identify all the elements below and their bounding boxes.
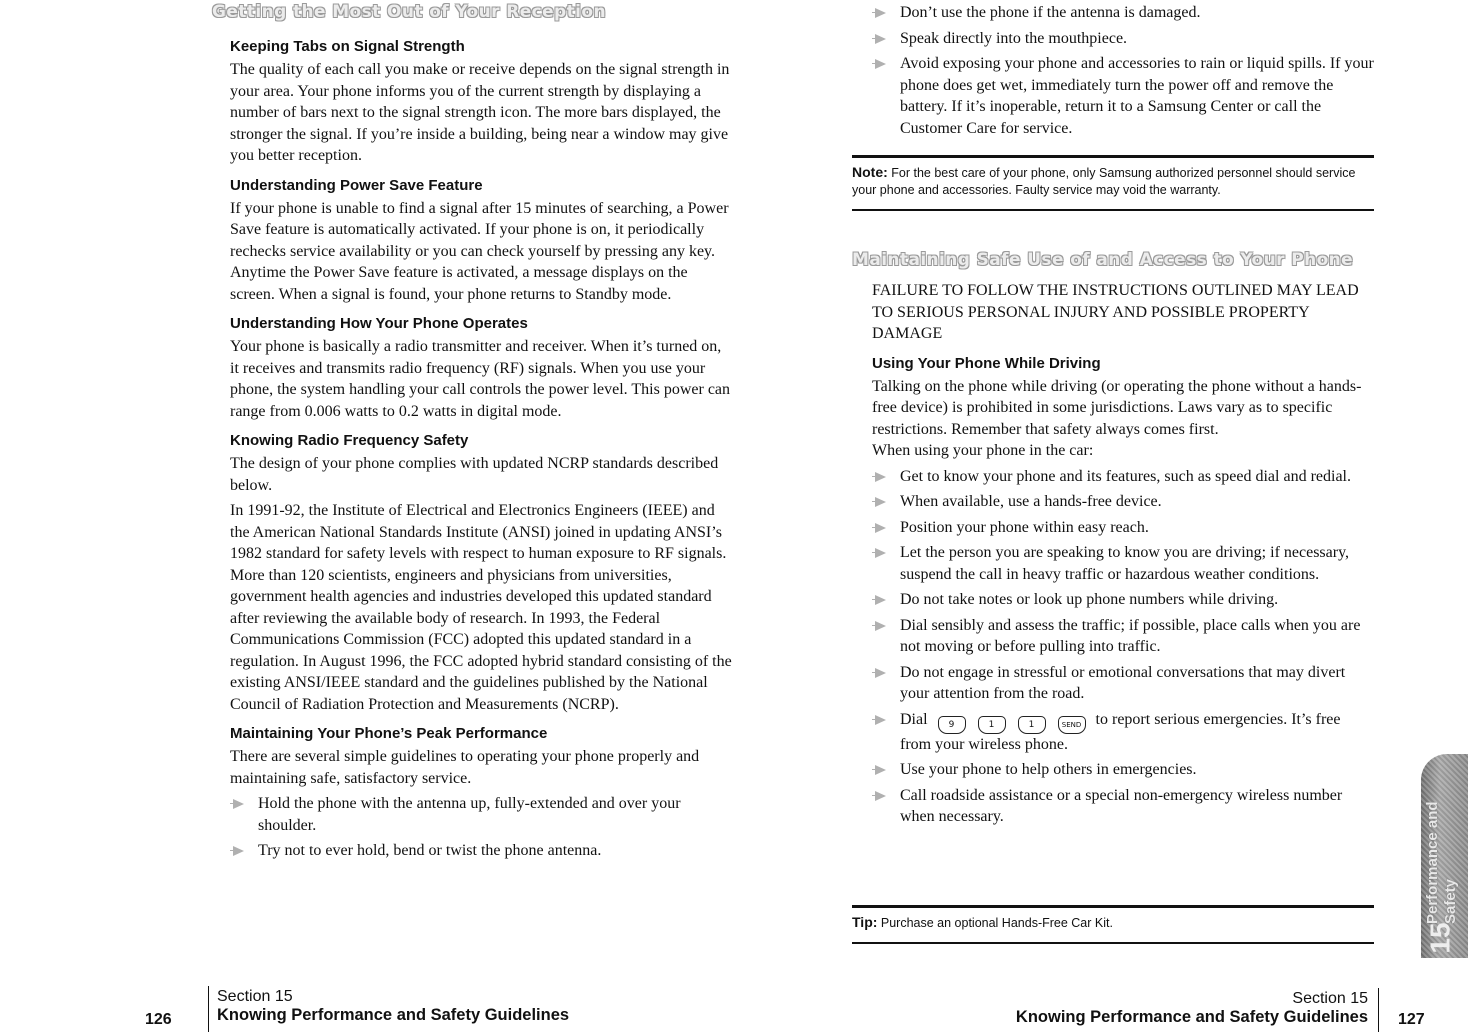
paragraph: In 1991-92, the Institute of Electrical and Electronics Engineers (IEEE) and the American National Standards Institute (ANSI) joined in updating ANSI’s 1982 standard for safety levels with respect to human exposure to RF signals. More than 120 scientists, engineers and physicians from universities, government health agencies and industries developed this updated standard after reviewing the available body of research. In 1993, the Federal Communications Commission (FCC) adopted this updated standard in a regulation. In August 1996, the FCC adopted hybrid standard consisting of the existing ANSI/IEEE standard and the guidelines published by the National Council of Radiation Protection and Measurements (NCRP). [230, 502, 732, 713]
list-item [872, 709, 1374, 756]
note-text: For the best care of your phone, only Samsung authorized personnel should service your phone and accessories. Faulty service may void the warranty. [852, 166, 1356, 197]
tab-label: Performance and Safety [1424, 801, 1459, 924]
tip-label: Tip: [852, 914, 878, 930]
right-page-number: 127 [1398, 1011, 1425, 1028]
antenna-bullet-list [230, 793, 732, 862]
paragraph: When using your phone in the car: [872, 442, 1094, 459]
arrow-bullet-icon [872, 2, 892, 23]
safe-use-section [852, 250, 1374, 832]
left-page-number: 126 [145, 1011, 172, 1028]
care-bullet-list [872, 2, 1374, 143]
send-key-icon: SEND [1058, 716, 1086, 734]
chapter-title: Knowing Performance and Safety Guidelines [1015, 1008, 1368, 1026]
paragraph: The quality of each call you make or receive depends on the signal strength in your area. Your phone informs you of the current strength by displaying a number of bars next to the signal strength icon. The more bars displayed, the stronger the signal. If you’re inside a building, being near a window may give you better reception. [230, 61, 730, 164]
safe-use-heading: Maintaining Safe Use of and Access to Your Phone [852, 250, 1354, 270]
list-item: Position your phone within easy reach. [872, 517, 1374, 539]
arrow-bullet-icon [872, 785, 892, 806]
arrow-bullet-icon [872, 759, 892, 780]
list-item: Dial sensibly and assess the traffic; if possible, place calls when you are not moving or before pulling into traffic. [872, 615, 1374, 658]
dial-rest-text: to report serious emergencies. It’s free from your wireless phone. [900, 710, 1341, 753]
arrow-bullet-icon [872, 53, 892, 74]
arrow-bullet-icon [872, 28, 892, 49]
right-footer [1016, 990, 1368, 1027]
arrow-bullet-icon [872, 589, 892, 610]
list-item: Avoid exposing your phone and accessories to rain or liquid spills. If your phone does get wet, immediately turn the power off and remove the battery. If it’s inoperable, return it to a Samsung Center or call the Customer Care for service. [872, 53, 1374, 139]
note-label: Note: [852, 164, 888, 180]
arrow-bullet-icon [230, 840, 250, 861]
chapter-title: Knowing Performance and Safety Guidelines [217, 1006, 570, 1024]
key-1-icon: 1 [978, 716, 1006, 734]
list-item: Use your phone to help others in emergencies. [872, 759, 1374, 781]
key-1-icon: 1 [1018, 716, 1046, 734]
list-item: Do not engage in stressful or emotional conversations that may divert your attention from the road. [872, 662, 1374, 705]
left-footer-divider [208, 986, 209, 1032]
paragraph: If your phone is unable to find a signal after 15 minutes of searching, a Power Save feature is automatically activated. If your phone is on, it periodically rechecks service availability or you can check yourself by pressing any key. Anytime the Power Save feature is activated, a message displays on the screen. When a signal is found, your phone returns to Standby mode. [230, 199, 729, 303]
paragraph: The design of your phone complies with updated NCRP standards described below. [230, 455, 719, 494]
arrow-bullet-icon [872, 615, 892, 636]
left-body [230, 38, 732, 866]
tip-box [852, 905, 1374, 944]
driving-bullet-list [872, 466, 1374, 828]
paragraph: Talking on the phone while driving (or operating the phone without a hands-free device) is prohibited in some jurisdictions. Laws vary as to specific restrictions. Remember that safety always comes first. [872, 377, 1362, 438]
list-item: Get to know your phone and its features, such as speed dial and redial. [872, 466, 1374, 488]
section-label: Section 15 [1292, 990, 1368, 1007]
arrow-bullet-icon [872, 517, 892, 538]
right-footer-divider [1378, 988, 1379, 1032]
section-title: Keeping Tabs on Signal Strength [230, 38, 465, 55]
left-footer [217, 988, 569, 1025]
arrow-bullet-icon [872, 709, 892, 730]
note-box [852, 155, 1374, 211]
warning-text: FAILURE TO FOLLOW THE INSTRUCTIONS OUTLINED MAY LEAD TO SERIOUS PERSONAL INJURY AND POSSIBLE PROPERTY DAMAGE [872, 282, 1359, 342]
arrow-bullet-icon [230, 793, 250, 814]
key-9-icon: 9 [938, 716, 966, 734]
reception-heading: Getting the Most Out of Your Reception [212, 2, 606, 22]
list-item: Speak directly into the mouthpiece. [872, 28, 1374, 50]
section-title: Maintaining Your Phone’s Peak Performance [230, 725, 548, 742]
list-item: When available, use a hands-free device. [872, 491, 1374, 513]
list-item: Let the person you are speaking to know you are driving; if necessary, suspend the call in heavy traffic or hazardous weather conditions. [872, 542, 1374, 585]
section-title: Knowing Radio Frequency Safety [230, 432, 469, 449]
tip-text: Purchase an optional Hands-Free Car Kit. [880, 916, 1113, 930]
arrow-bullet-icon [872, 491, 892, 512]
dial-word: Dial [900, 710, 928, 728]
section-title: Understanding Power Save Feature [230, 176, 483, 194]
paragraph: Your phone is basically a radio transmitter and receiver. When it’s turned on, it receives and transmits radio frequency (RF) signals. When you use your phone, the system handling your call controls the power level. This power can range from 0.006 watts to 0.2 watts in digital mode. [230, 338, 731, 420]
list-item: Hold the phone with the antenna up, fully-extended and over your shoulder. [230, 793, 732, 836]
list-item: Try not to ever hold, bend or twist the phone antenna. [230, 840, 732, 862]
list-item: Don’t use the phone if the antenna is damaged. [872, 2, 1374, 24]
list-item: Call roadside assistance or a special non-emergency wireless number when necessary. [872, 785, 1374, 828]
arrow-bullet-icon [872, 542, 892, 563]
chapter-side-tab [1421, 754, 1468, 958]
tab-number: 15 [1424, 922, 1456, 954]
arrow-bullet-icon [872, 466, 892, 487]
list-item: Do not take notes or look up phone numbers while driving. [872, 589, 1374, 611]
section-label: Section 15 [217, 988, 293, 1005]
section-title: Using Your Phone While Driving [872, 354, 1101, 372]
paragraph: There are several simple guidelines to operating your phone properly and maintaining safe, satisfactory service. [230, 748, 700, 787]
section-title: Understanding How Your Phone Operates [230, 315, 528, 332]
arrow-bullet-icon [872, 662, 892, 683]
